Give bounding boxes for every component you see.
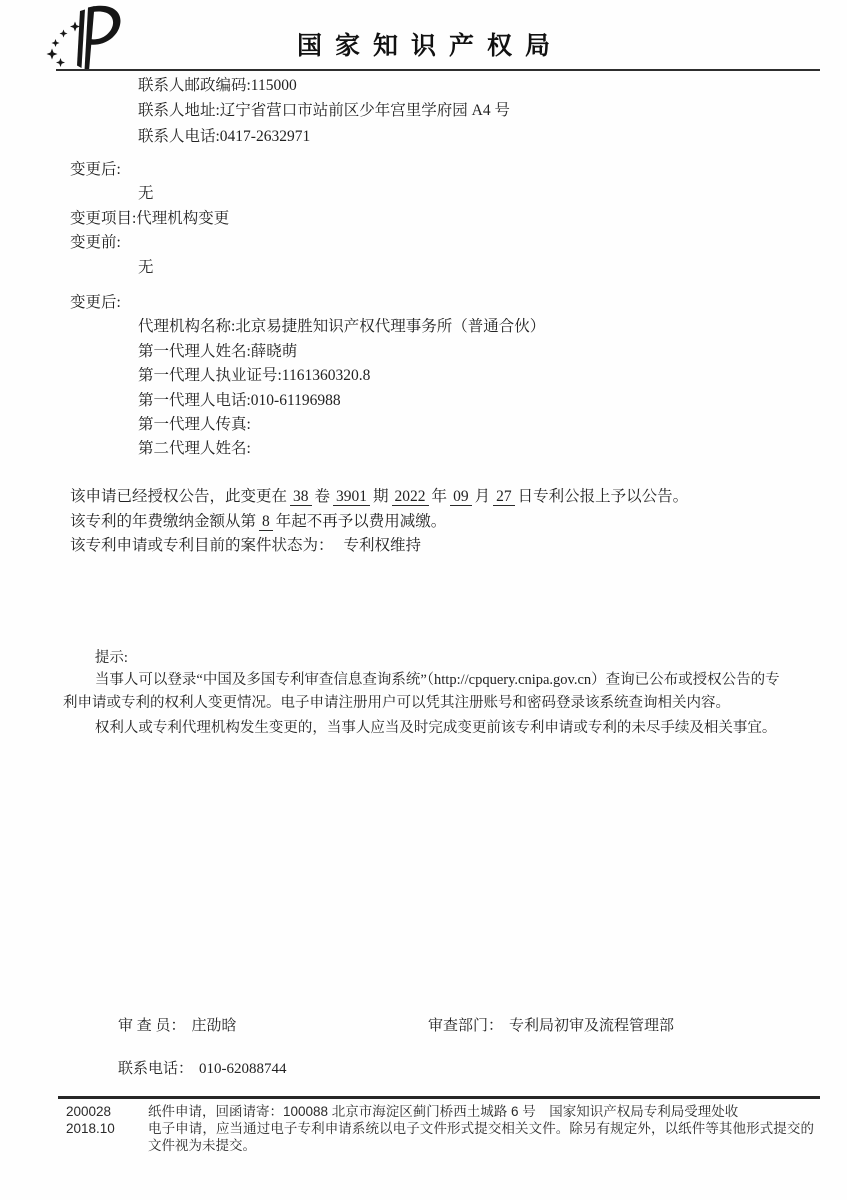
fee-year-number: 8 [259,513,273,531]
notice-paragraph-query-system: 当事人可以登录“中国及多国专利审查信息查询系统”（http://cpquery.cnipa.gov.cn）查询已公布或授权公告的专利申请或专利的权利人变更情况。电子申请注册用户可以凭其注册账号和密码登录该系统查询相关内容。 [63,672,780,711]
before-change-value: 无 [138,258,154,276]
notice-label: 提示: [94,650,128,666]
contact-block [138,73,510,149]
department-label: 审查部门： [428,1018,504,1034]
gazette-month: 09 [450,488,472,506]
gazette-volume: 38 [290,488,312,506]
first-agent-license-line: 第一代理人执业证号:1161360320.8 [138,367,371,385]
agency-name-line: 代理机构名称:北京易捷胜知识产权代理事务所（普通合伙） [138,318,546,336]
footer-instructions [148,1104,814,1154]
form-date: 2018.10 [66,1120,115,1136]
notice-block [63,647,791,739]
contact-address: 联系人地址:辽宁省营口市站前区少年宫里学府园 A4 号 [138,102,511,120]
contact-postal-code: 联系人邮政编码:115000 [138,77,297,94]
case-status-line [70,534,688,559]
fee-prefix: 该专利的年费缴纳金额从第 [70,512,257,530]
review-phone-label: 联系电话： [118,1061,194,1077]
electronic-filing-line: 电子申请，应当通过电子专利申请系统以电子文件形式提交相关文件。除另有规定外，以纸件等其他形式提交的文件视为未提交。 [148,1120,814,1153]
fee-suffix: 年起不再予以费用减缴。 [275,512,447,530]
before-change-label: 变更前: [70,234,121,252]
case-status-value: 专利权维持 [343,537,422,554]
gazette-month-unit: 月 [474,488,491,505]
after-change-value: 无 [138,185,154,203]
gazette-year: 2022 [392,488,429,506]
form-code: 200028 [66,1104,112,1119]
review-phone-field [118,1057,287,1078]
department-field [428,1014,674,1035]
gazette-line [70,485,688,510]
change-section-first [70,158,229,280]
notice-paragraph-obligations: 权利人或专利代理机构发生变更的，当事人应当及时完成变更前该专利申请或专利的未尽手续及相关事宜。 [94,719,777,736]
gazette-suffix: 日专利公报上予以公告。 [517,488,689,505]
examiner-name: 庄劭晗 [191,1018,237,1034]
department-name: 专利局初审及流程管理部 [509,1018,675,1034]
gazette-prefix: 该申请已经授权公告，此变更在 [70,488,288,505]
gazette-issue: 3901 [333,488,370,506]
gazette-volume-unit: 卷 [314,488,331,505]
after-change-label: 变更后: [70,161,121,178]
paper-filing-line: 纸件申请，回函请寄：100088 北京市海淀区蓟门桥西土城路 6 号 国家知识产权局专利局受理处收 [148,1104,739,1119]
first-agent-phone-line: 第一代理人电话:010-61196988 [138,391,341,409]
examiner-label: 审 查 员： [118,1018,186,1034]
change-section-agency [70,291,545,462]
review-phone-value: 010-62088744 [199,1061,287,1077]
gazette-day: 27 [493,488,515,506]
second-agent-name-line: 第二代理人姓名: [138,440,251,458]
after-change-label: 变更后: [70,294,121,311]
case-status-label: 该专利申请或专利目前的案件状态为： [70,537,334,554]
form-code-block [66,1104,115,1138]
gazette-year-unit: 年 [431,488,448,505]
change-item-line: 变更项目:代理机构变更 [70,209,230,227]
header-divider [56,69,820,71]
agency-title: 国家知识产权局 [296,32,563,60]
gazette-issue-unit: 期 [373,488,389,505]
fee-line [70,510,688,535]
footer-divider [58,1096,820,1099]
examiner-field [118,1014,237,1035]
contact-phone: 联系人电话:0417-2632971 [138,127,311,145]
gazette-announcement [70,485,688,559]
first-agent-fax-line: 第一代理人传真: [138,416,251,434]
first-agent-name-line: 第一代理人姓名:薛晓萌 [138,342,298,360]
